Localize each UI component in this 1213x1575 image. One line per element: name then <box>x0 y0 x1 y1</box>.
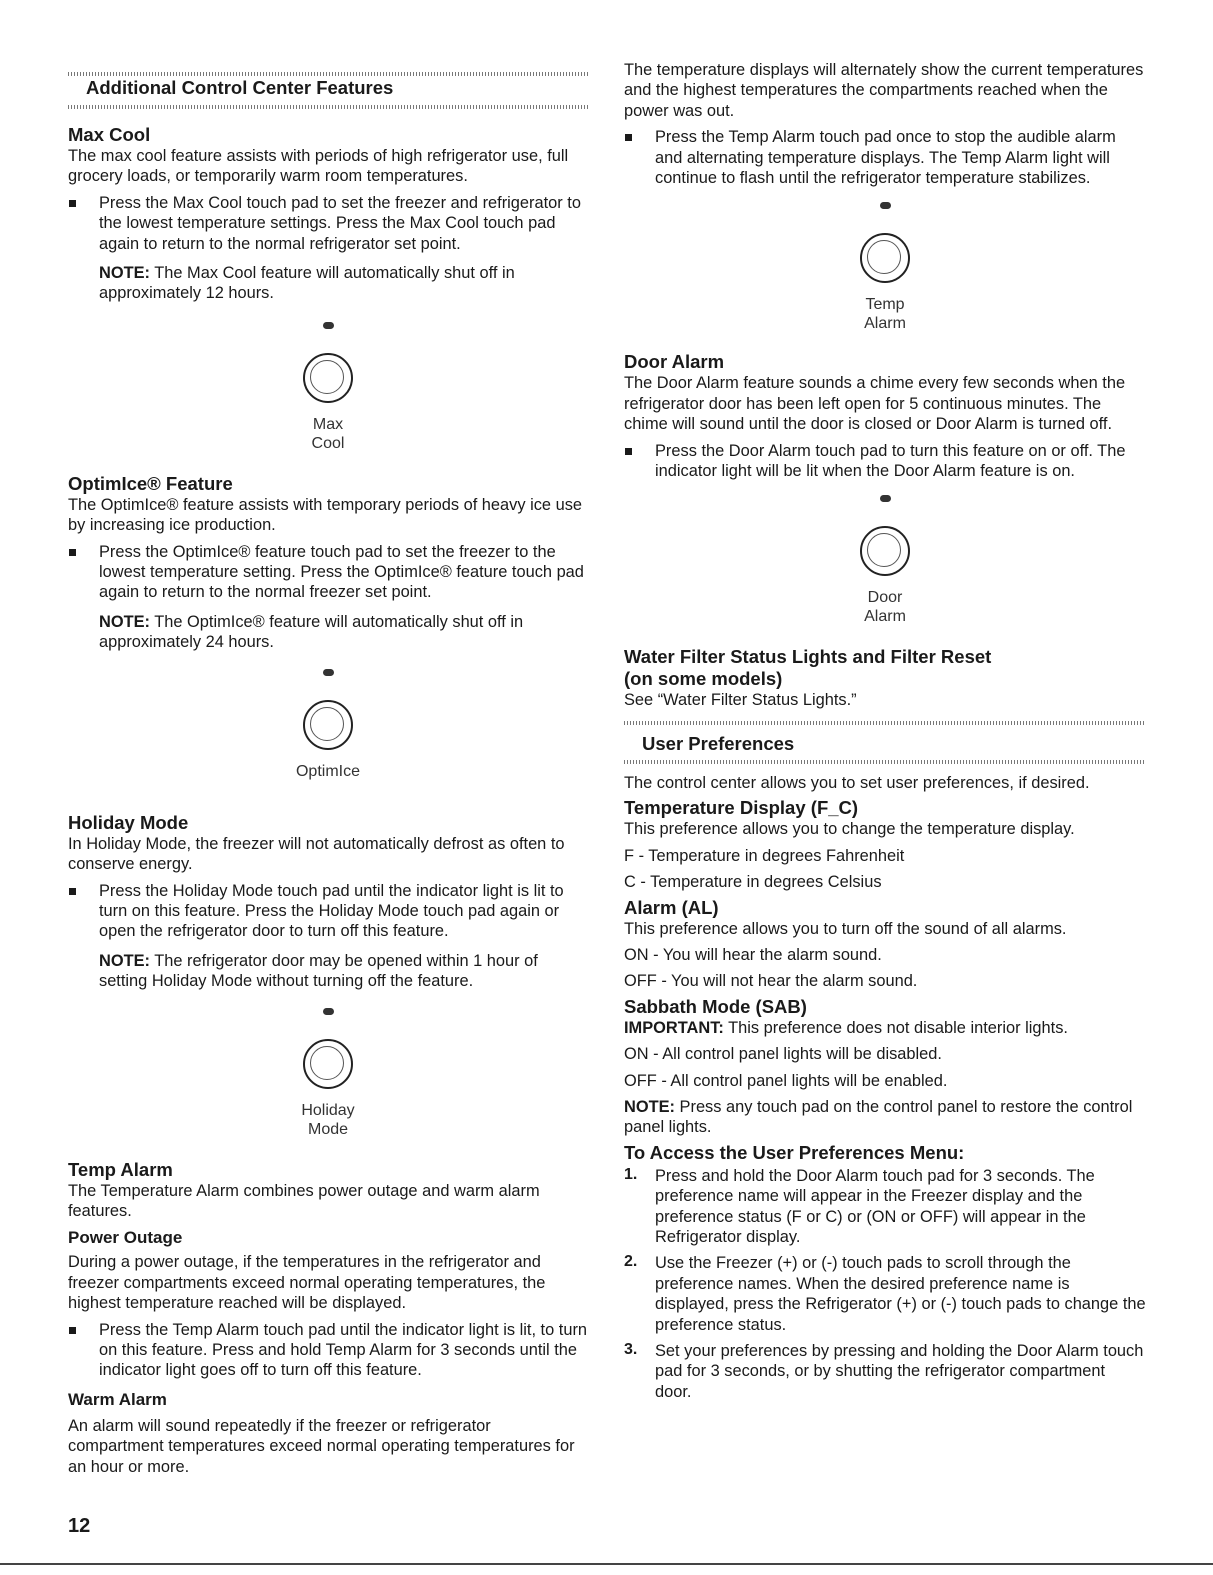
temp-alarm-section <box>68 1159 588 1477</box>
note-text: The Max Cool feature will automatically shut off in approximately 12 hours. <box>99 264 515 303</box>
bullet-square-icon <box>625 134 632 141</box>
optimice-intro: The OptimIce® feature assists with temporary periods of heavy ice use by increasing ice production. <box>68 495 583 535</box>
note-text: The OptimIce® feature will automatically shut off in approximately 24 hours. <box>99 612 524 652</box>
bullet-text: Press the Holiday Mode touch pad until the indicator light is lit to turn on this feature. Press the Holiday Mode touch pad again or open the refrigerator door to turn off this feature. <box>99 881 564 941</box>
sabbath-mode-heading: Sabbath Mode (SAB) <box>624 995 807 1017</box>
bullet-square-icon <box>69 1327 76 1334</box>
power-outage-heading: Power Outage <box>68 1228 183 1248</box>
icon-label: Max Cool <box>311 415 345 452</box>
power-outage-bullet <box>68 1320 588 1381</box>
step-number: 1. <box>624 1165 638 1183</box>
alarm-heading: Alarm (AL) <box>624 896 719 918</box>
max-cool-intro: The max cool feature assists with periods of high refrigerator use, full grocery loads, or temporarily warm room temperatures. <box>68 147 569 186</box>
warm-alarm-heading: Warm Alarm <box>68 1389 167 1409</box>
bottom-rule <box>0 1563 1213 1565</box>
holiday-mode-intro: In Holiday Mode, the freezer will not automatically defrost as often to conserve energy. <box>68 834 565 874</box>
door-alarm-intro: The Door Alarm feature sounds a chime every few seconds when the refrigerator door has been left open for 5 continuous minutes. The chime will sound until the door is closed or Door Alarm is turned off. <box>624 374 1126 434</box>
note-label: NOTE: <box>99 951 150 970</box>
user-preferences-section <box>624 773 1146 1402</box>
section-header-additional-features <box>68 60 588 106</box>
note-text: The refrigerator door may be opened within 1 hour of setting Holiday Mode without turning off the feature. <box>99 951 538 991</box>
max-cool-heading: Max Cool <box>68 124 151 145</box>
optimice-section <box>68 473 588 781</box>
temperature-f-option: F - Temperature in degrees Fahrenheit <box>624 846 905 865</box>
access-menu-heading: To Access the User Preferences Menu: <box>624 1141 965 1163</box>
alarm-off-option: OFF - You will not hear the alarm sound. <box>624 972 918 991</box>
step-number: 3. <box>624 1341 638 1358</box>
icon-label: Holiday Mode <box>301 1101 355 1138</box>
optimice-heading: OptimIce® Feature <box>68 472 233 494</box>
bullet-text: Press the OptimIce® feature touch pad to set the freezer to the lowest temperature setting. Press the OptimIce® feature touch pad again to return to the normal freezer set point. <box>99 542 584 602</box>
step-text: Use the Freezer (+) or (-) touch pads to scroll through the preference names. When the desired preference name is displayed, press the Refrigerator (+) or (-) touch pads to change the preference status. <box>655 1254 1146 1334</box>
sabbath-on-option: ON - All control panel lights will be disabled. <box>624 1045 942 1064</box>
temperature-display-text: This preference allows you to change the temperature display. <box>624 820 1075 839</box>
bullet-square-icon <box>69 549 76 556</box>
indicator-light-icon <box>880 202 891 209</box>
water-filter-heading: Water Filter Status Lights and Filter Reset (on some models) <box>624 646 992 690</box>
step-number: 2. <box>624 1253 638 1271</box>
max-cool-note <box>68 263 588 304</box>
hatch-rule-top <box>68 72 588 76</box>
indicator-light-icon <box>323 322 334 329</box>
bullet-square-icon <box>69 888 76 895</box>
holiday-mode-section <box>68 812 588 1139</box>
page-number: 12 <box>68 1515 91 1537</box>
optimice-bullet <box>68 542 588 603</box>
section-title: Additional Control Center Features <box>86 77 394 98</box>
indicator-light-icon <box>880 495 891 502</box>
warm-alarm-text: An alarm will sound repeatedly if the freezer or refrigerator compartment temperatures exceed normal operating temperatures for an hour or more. <box>68 1416 575 1476</box>
step-2 <box>624 1253 1146 1335</box>
touch-pad-circle-icon <box>303 700 353 750</box>
door-alarm-section <box>624 351 1146 626</box>
bullet-text: Press the Max Cool touch pad to set the freezer and refrigerator to the lowest temperature settings. Press the Max Cool touch pad again to return to the normal refrigerator set point. <box>99 193 581 253</box>
holiday-mode-bullet <box>68 881 588 942</box>
hatch-rule-bottom <box>68 105 588 109</box>
water-filter-text: See “Water Filter Status Lights.” <box>624 691 857 710</box>
user-preferences-title: User Preferences <box>642 732 795 754</box>
icon-label: Door Alarm <box>864 589 906 626</box>
temp-display-text: The temperature displays will alternately show the current temperatures and the highest temperatures the compartments reached when the power was out. <box>624 61 1144 120</box>
temperature-c-option: C - Temperature in degrees Celsius <box>624 873 882 892</box>
user-preferences-intro: The control center allows you to set user preferences, if desired. <box>624 773 1090 792</box>
temp-alarm-heading: Temp Alarm <box>68 1158 173 1180</box>
step-1 <box>624 1166 1146 1248</box>
note-label: NOTE: <box>99 264 150 283</box>
hatch-rule-top <box>624 721 1146 725</box>
right-column <box>624 60 1146 1402</box>
max-cool-touch-pad-icon <box>68 322 588 453</box>
max-cool-bullet <box>68 193 588 254</box>
sabbath-note: NOTE: Press any touch pad on the control panel to restore the control panel lights. <box>624 1097 1133 1137</box>
sabbath-off-option: OFF - All control panel lights will be enabled. <box>624 1071 948 1090</box>
holiday-mode-touch-pad-icon <box>68 1008 588 1139</box>
note-label: NOTE: <box>99 612 150 631</box>
water-filter-section <box>624 646 1146 710</box>
icon-label: Temp Alarm <box>864 296 906 333</box>
door-alarm-heading: Door Alarm <box>624 351 725 373</box>
max-cool-section <box>68 124 588 453</box>
alarm-on-option: ON - You will hear the alarm sound. <box>624 945 882 964</box>
optimice-note <box>68 612 588 653</box>
door-alarm-touch-pad-icon <box>624 495 1146 626</box>
holiday-mode-note <box>68 951 588 992</box>
step-text: Press and hold the Door Alarm touch pad for 3 seconds. The preference name will appear in the Freezer display and the preference status (F or C) or (ON or OFF) will appear in the Refrigerator display. <box>655 1166 1095 1246</box>
temp-alarm-touch-pad-icon <box>624 202 1146 333</box>
touch-pad-circle-icon <box>860 233 910 283</box>
indicator-light-icon <box>323 669 334 676</box>
temperature-display-heading: Temperature Display (F_C) <box>624 797 859 819</box>
bullet-square-icon <box>69 200 76 207</box>
step-3 <box>624 1341 1146 1402</box>
optimice-touch-pad-icon <box>68 669 588 781</box>
bullet-text: Press the Temp Alarm touch pad once to stop the audible alarm and alternating temperature displays. The Temp Alarm light will continue to flash until the refrigerator temperature stabilizes. <box>655 128 1116 188</box>
holiday-mode-heading: Holiday Mode <box>68 811 189 833</box>
bullet-square-icon <box>625 448 632 455</box>
hatch-rule-bottom <box>624 760 1146 764</box>
bullet-text: Press the Door Alarm touch pad to turn this feature on or off. The indicator light will be lit when the Door Alarm feature is on. <box>655 441 1126 481</box>
left-column <box>68 60 588 1477</box>
section-header-user-preferences <box>624 717 1146 767</box>
alarm-text: This preference allows you to turn off the sound of all alarms. <box>624 919 1067 938</box>
touch-pad-circle-icon <box>303 353 353 403</box>
touch-pad-circle-icon <box>303 1039 353 1089</box>
door-alarm-bullet <box>624 441 1146 482</box>
sabbath-important: IMPORTANT: This preference does not disable interior lights. <box>624 1018 1068 1037</box>
step-text: Set your preferences by pressing and holding the Door Alarm touch pad for 3 seconds, or by shutting the refrigerator compartment door. <box>655 1342 1144 1401</box>
icon-label: OptimIce <box>295 762 360 780</box>
indicator-light-icon <box>323 1008 334 1015</box>
bullet-text: Press the Temp Alarm touch pad until the indicator light is lit, to turn on this feature. Press and hold Temp Alarm for 3 seconds until the indicator light goes off to turn off this feature. <box>99 1320 588 1380</box>
temp-alarm-intro: The Temperature Alarm combines power outage and warm alarm features. <box>68 1181 540 1220</box>
power-outage-text: During a power outage, if the temperatures in the refrigerator and freezer compartments exceed normal operating temperatures, the highest temperature reached will be displayed. <box>68 1253 546 1313</box>
touch-pad-circle-icon <box>860 526 910 576</box>
temp-alarm-bullet <box>624 127 1146 188</box>
